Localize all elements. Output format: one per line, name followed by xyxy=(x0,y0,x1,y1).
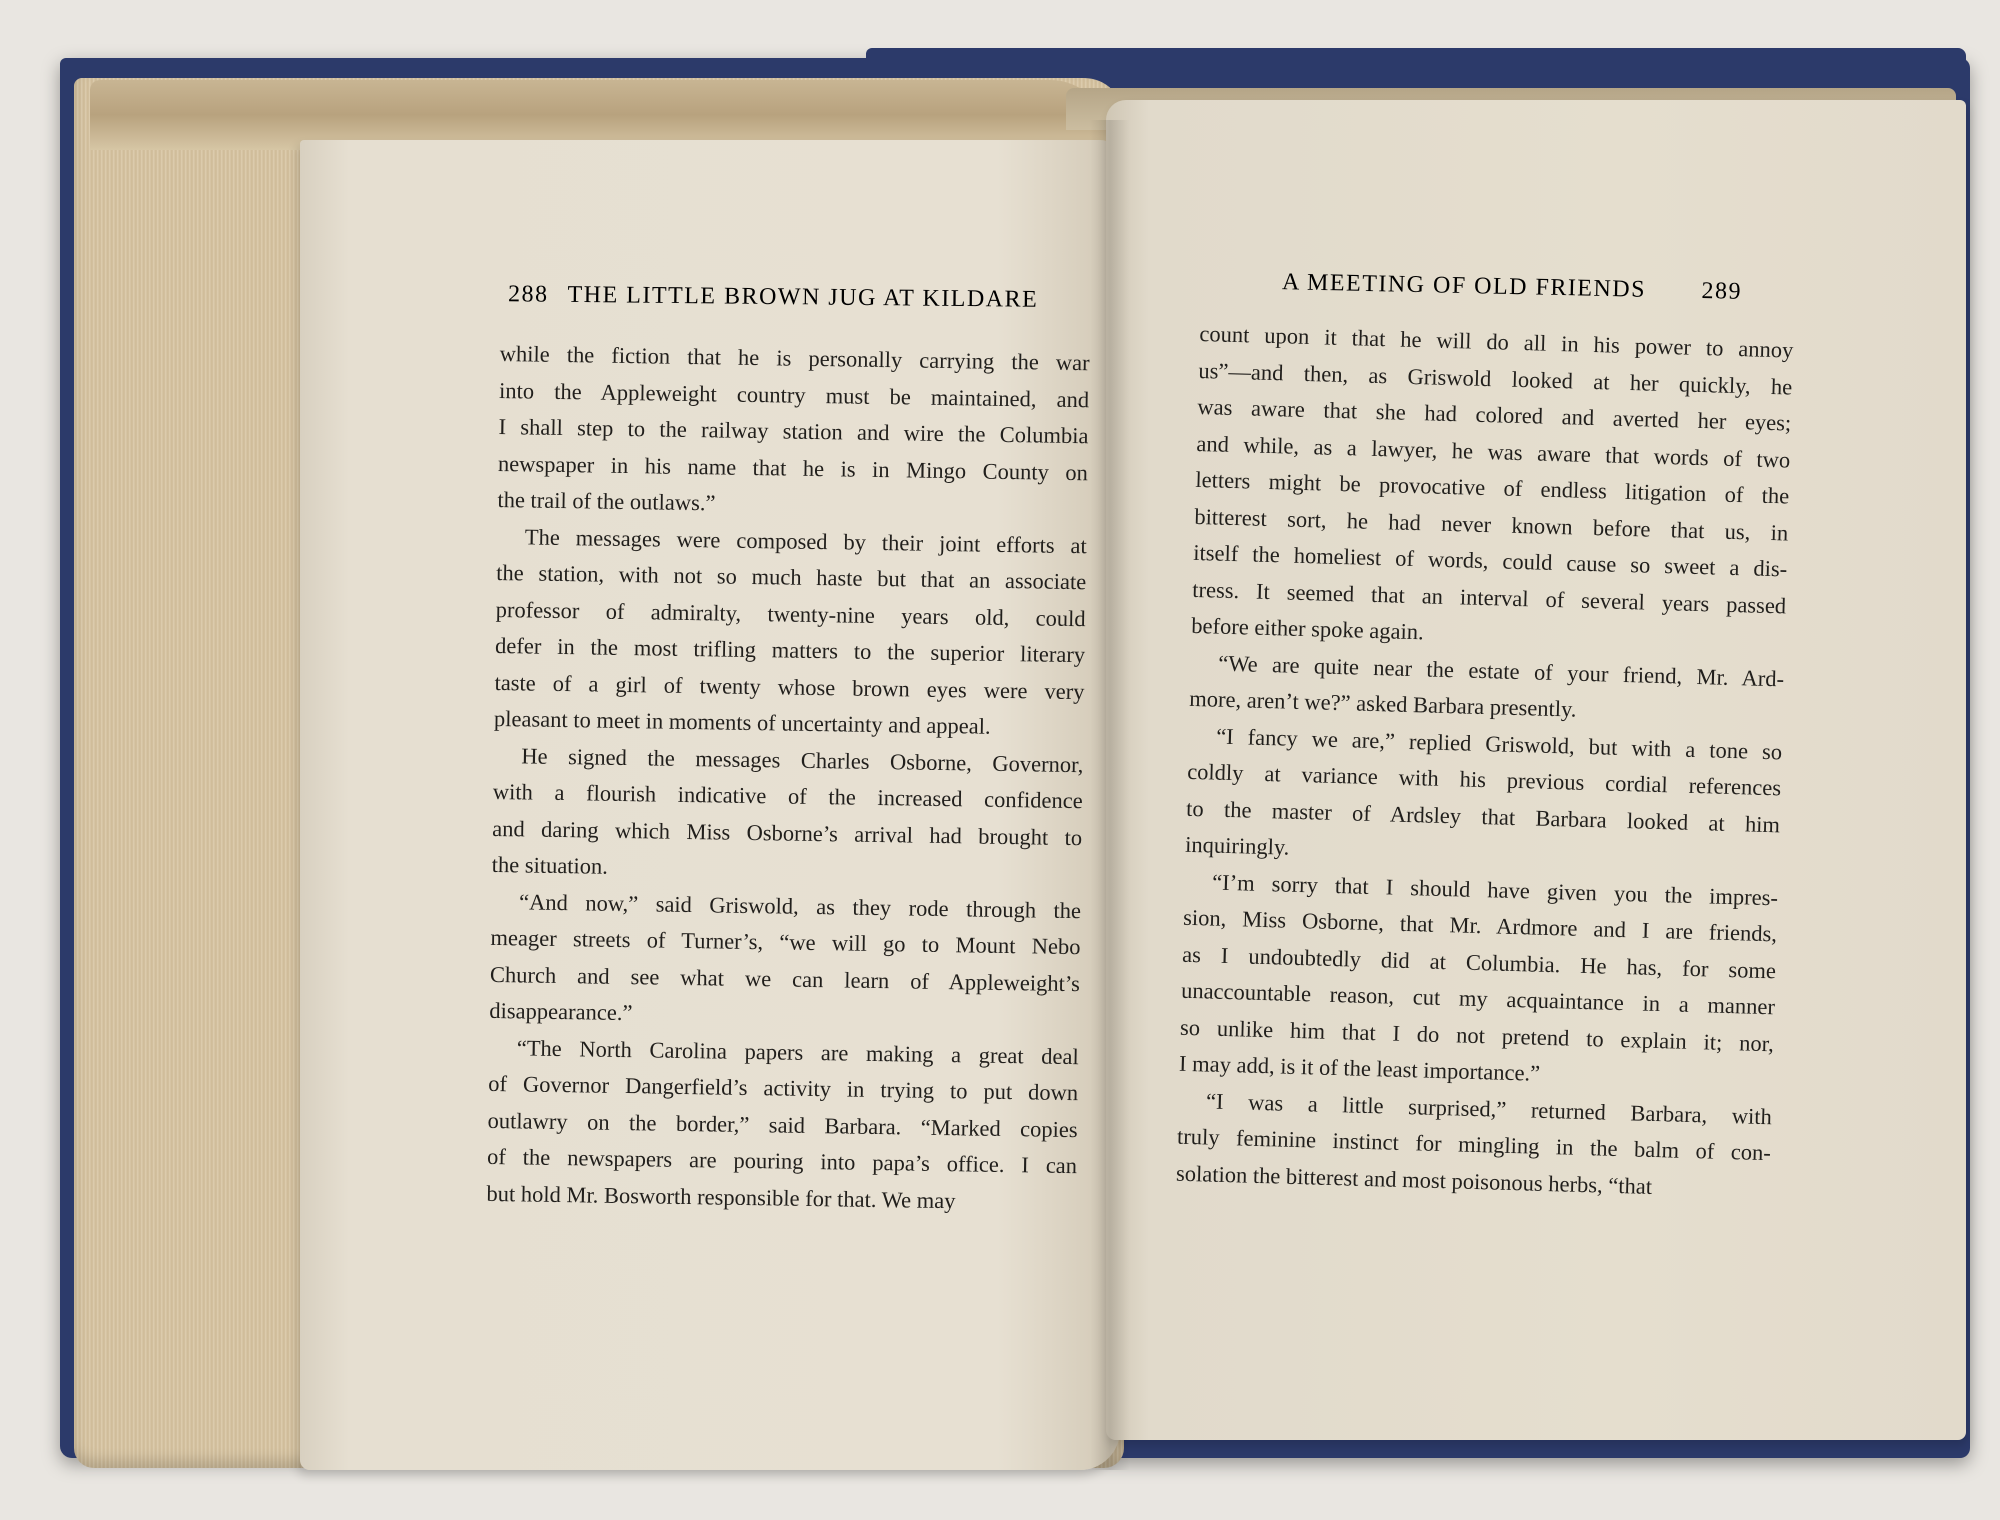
text-line: “We are quite near the estate of your friend, Mr. Ard- xyxy=(1217,650,1785,691)
text-line: tress. It seemed that an interval of several years passed xyxy=(1192,576,1787,618)
left-running-header xyxy=(508,281,1039,314)
text-line: “The North Carolina papers are making a great deal xyxy=(516,1034,1079,1069)
text-line: He signed the messages Charles Osborne, Governor, xyxy=(521,742,1084,777)
text-line: and daring which Miss Osborne’s arrival had brought to xyxy=(492,815,1083,850)
text-line: “And now,” said Griswold, as they rode through the xyxy=(518,888,1082,923)
text-line: before either spoke again. xyxy=(1191,612,1425,645)
paragraph xyxy=(489,883,1081,1038)
text-line: so unlike him that I do not pretend to explain it; nor, xyxy=(1179,1014,1775,1056)
left-page-text xyxy=(486,336,1090,1221)
text-line: count upon it that he will do all in his power to annoy xyxy=(1199,320,1794,363)
text-line: I may add, is it of the least importance.” xyxy=(1178,1050,1541,1086)
text-line: unaccountable reason, cut my acquaintance in a manner xyxy=(1180,977,1776,1020)
paragraph xyxy=(497,336,1090,528)
text-line: while the fiction that he is personally carrying the war xyxy=(499,340,1090,376)
text-line: coldly at variance with his previous cordial references xyxy=(1186,758,1782,801)
text-line: outlawry on the border,” said Barbara. “Marked copies xyxy=(487,1107,1078,1142)
text-line: professor of admiralty, twenty-nine years old, could xyxy=(495,596,1086,631)
right-page-text xyxy=(1176,316,1794,1208)
right-running-head: A MEETING OF OLD FRIENDS xyxy=(1281,269,1647,303)
left-running-head: THE LITTLE BROWN JUG AT KILDARE xyxy=(567,281,1039,313)
text-line: the station, with not so much haste but that an associate xyxy=(496,559,1087,595)
paragraph xyxy=(1191,316,1794,661)
text-line: disappearance.” xyxy=(489,997,633,1026)
text-line: bitterest sort, he had never known before that us, in xyxy=(1194,503,1789,546)
text-line: pleasant to meet in moments of uncertainty and appeal. xyxy=(493,705,991,739)
right-page-number: 289 xyxy=(1701,277,1743,305)
text-line: “I fancy we are,” replied Griswold, but with a tone so xyxy=(1215,723,1783,764)
text-line: and while, as a lawyer, he was aware that words of two xyxy=(1196,430,1791,473)
paragraph xyxy=(491,737,1083,892)
text-line: solation the bitterest and most poisonous herbs, “that xyxy=(1175,1160,1653,1199)
left-page-number: 288 xyxy=(507,281,549,308)
text-line: to the master of Ardsley that Barbara looked at him xyxy=(1185,795,1781,837)
text-line: us”—and then, as Griswold looked at her quickly, he xyxy=(1198,357,1793,400)
text-line: of the newspapers are pouring into papa’s office. I can xyxy=(486,1143,1078,1179)
text-line: inquiringly. xyxy=(1184,831,1290,860)
text-line: itself the homeliest of words, could cause so sweet a dis- xyxy=(1193,539,1788,582)
text-line: truly feminine instinct for mingling in the balm of con- xyxy=(1176,1123,1772,1166)
paragraph xyxy=(1179,863,1779,1099)
text-line: “I was a little surprised,” returned Barbara, with xyxy=(1205,1087,1773,1129)
paragraph xyxy=(494,518,1087,746)
book-gutter xyxy=(1090,120,1130,1470)
text-line: newspaper in his name that he is in Mingo County on xyxy=(497,450,1089,485)
text-line: meager streets of Turner’s, “we will go to Mount Nebo xyxy=(490,924,1081,960)
text-line: The messages were composed by their joint efforts at xyxy=(524,523,1087,558)
text-line: with a flourish indicative of the increased confidence xyxy=(492,778,1083,814)
paragraph xyxy=(486,1029,1079,1221)
text-line: more, aren’t we?” asked Barbara presently. xyxy=(1188,685,1577,722)
text-line: Church and see what we can learn of Appleweight’s xyxy=(489,961,1081,996)
text-line: was aware that she had colored and averted her eyes; xyxy=(1197,393,1792,436)
paragraph xyxy=(1176,1082,1773,1208)
paragraph xyxy=(1185,717,1783,880)
text-line: I shall step to the railway station and wire the Columbia xyxy=(498,413,1089,449)
text-line: as I undoubtedly did at Columbia. He has, for some xyxy=(1181,941,1777,983)
text-line: sion, Miss Osborne, that Mr. Ardmore and I are friends, xyxy=(1182,904,1778,947)
text-line: but hold Mr. Bosworth responsible for that. We may xyxy=(486,1180,956,1213)
text-line: defer in the most trifling matters to the superior literary xyxy=(494,632,1086,668)
text-line: “I’m sorry that I should have given you the impres- xyxy=(1211,869,1779,910)
text-line: taste of a girl of twenty whose brown eyes were very xyxy=(494,669,1085,704)
text-line: the situation. xyxy=(491,851,609,879)
text-line: letters might be provocative of endless litigation of the xyxy=(1195,466,1790,509)
text-line: the trail of the outlaws.” xyxy=(497,486,716,516)
text-line: into the Appleweight country must be maintained, and xyxy=(498,377,1090,412)
text-line: of Governor Dangerfield’s activity in trying to put down xyxy=(488,1070,1079,1106)
